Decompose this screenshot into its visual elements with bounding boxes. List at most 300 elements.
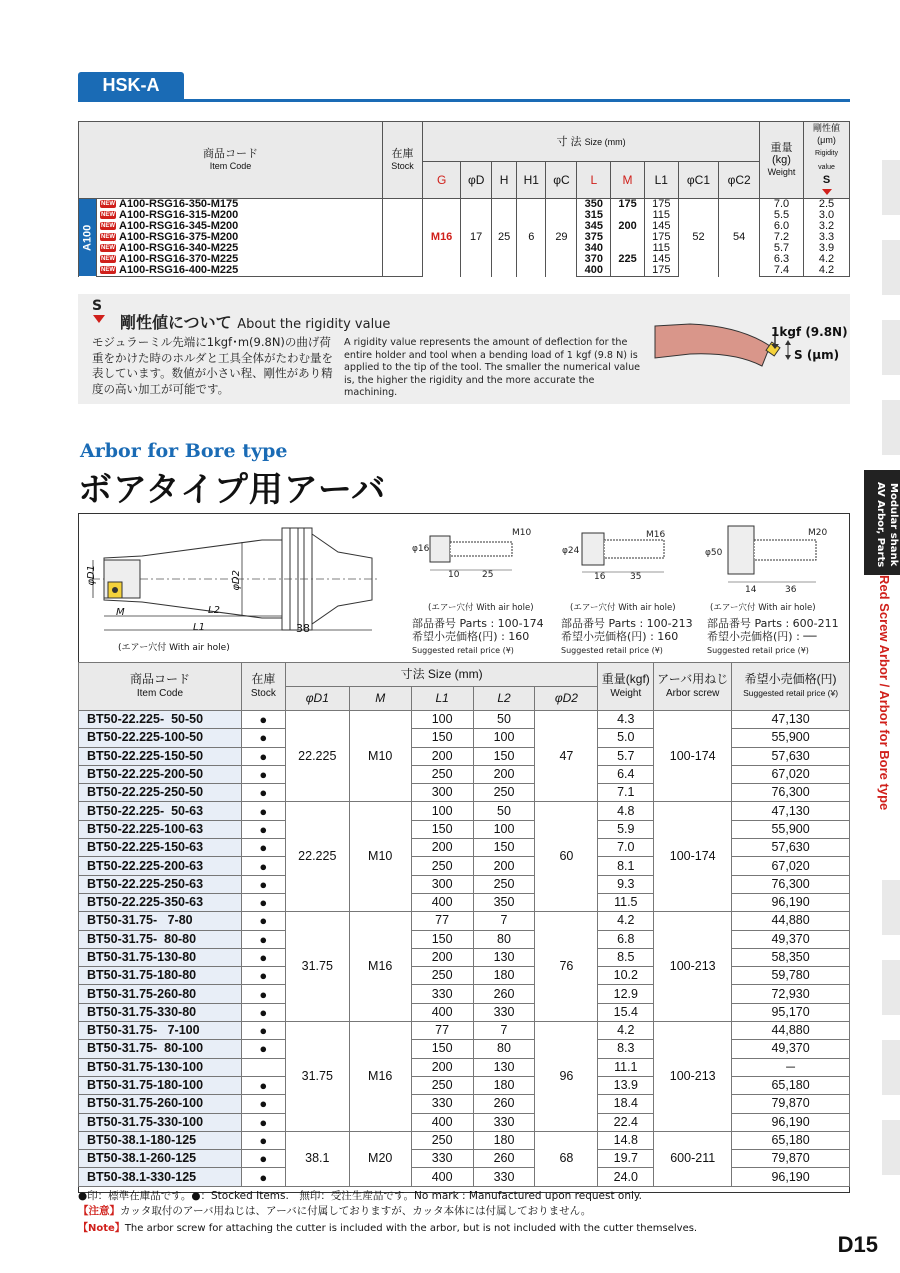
note-text: The arbor screw for attaching the cutter is included with the arbor, but is not included with the cutter themselves. — [124, 1223, 698, 1234]
spec-g: M16 — [423, 199, 461, 277]
stock-note: ●印：標準在庫品です。●：Stocked Items. 無印：受注生産品です。No mark : Manufactured upon request only. — [78, 1190, 642, 1202]
weight: 14.8 — [598, 1131, 654, 1149]
table-row — [79, 1040, 850, 1058]
t1-col-header: φC2 — [719, 162, 760, 199]
t2-h-d2: φD2 — [535, 687, 598, 711]
stock-mark: ● — [241, 784, 285, 802]
t2-h-weight-jp: 重量(kgf) — [601, 672, 650, 686]
table-row — [79, 893, 850, 911]
t1-col-header: H — [492, 162, 517, 199]
spec-l1: 100 — [411, 802, 473, 820]
side-tab-active[interactable]: Modular shank AV Arbor, Parts — [864, 470, 900, 575]
arbor-screw: 100-174 — [654, 802, 732, 912]
rigidity: 4.2 — [804, 265, 850, 277]
weight: 6.4 — [598, 765, 654, 783]
part3-price-en: Suggested retail price (¥) — [707, 646, 809, 655]
item-code: BT50-22.225-100-63 — [79, 820, 242, 838]
new-badge-icon: NEW — [101, 212, 115, 219]
part1-dia: φ16 — [412, 544, 430, 554]
t1-h-stock-jp: 在庫 — [391, 148, 414, 160]
english-note — [78, 1219, 697, 1234]
spec-l1: 400 — [411, 1003, 473, 1021]
item-code: BT50-22.225-150-50 — [79, 747, 242, 765]
table-row — [79, 857, 850, 875]
retail-price: 49,370 — [732, 930, 850, 948]
weight: 7.0 — [598, 839, 654, 857]
side-tab[interactable] — [882, 240, 900, 295]
part2-number: 部品番号 Parts : 100-213 — [561, 617, 693, 630]
t1-col-header: L — [577, 162, 611, 199]
spec-l2: 260 — [473, 985, 535, 1003]
part3-thread: M20 — [808, 528, 828, 538]
retail-price: 59,780 — [732, 967, 850, 985]
spec-l1: 77 — [411, 1022, 473, 1040]
spec-l2: 180 — [473, 1131, 535, 1149]
weight: 15.4 — [598, 1003, 654, 1021]
spec-m: 200 — [611, 221, 645, 232]
weight: 8.1 — [598, 857, 654, 875]
part3-price: 希望小売価格(円) : ── — [707, 630, 817, 643]
series-label: A100 — [79, 199, 97, 277]
spec-d1: 22.225 — [285, 711, 349, 802]
table-row — [79, 912, 850, 930]
item-code: BT50-31.75- 80-100 — [79, 1040, 242, 1058]
t2-h-stock-en: Stock — [250, 688, 276, 699]
spec-l1: 330 — [411, 985, 473, 1003]
part1-len-b: 25 — [482, 570, 494, 580]
t1-col-header: φD — [461, 162, 492, 199]
retail-price: 96,190 — [732, 1113, 850, 1131]
weight: 19.7 — [598, 1150, 654, 1168]
weight: 6.3 — [760, 254, 804, 265]
stock-cell — [383, 243, 423, 254]
part3-len-a: 14 — [745, 585, 757, 595]
spec-d2: 68 — [535, 1131, 598, 1186]
table-row — [79, 784, 850, 802]
item-code: BT50-22.225-350-63 — [79, 893, 242, 911]
t2-h-stock-jp: 在庫 — [251, 672, 276, 686]
spec-m: M20 — [349, 1131, 411, 1186]
air-hole-label: (エアー穴付 With air hole) — [118, 643, 230, 653]
down-arrow-icon — [93, 315, 105, 323]
part2-len-b: 35 — [630, 572, 642, 582]
stock-mark: ● — [241, 875, 285, 893]
stock-mark: ● — [241, 1150, 285, 1168]
spec-l1: 150 — [411, 930, 473, 948]
spec-l1: 250 — [411, 1076, 473, 1094]
item-code: BT50-31.75- 7-100 — [79, 1022, 242, 1040]
spec-c: 29 — [546, 199, 577, 277]
part2-dia: φ24 — [562, 546, 580, 556]
retail-price: 55,900 — [732, 820, 850, 838]
spec-l2: 50 — [473, 711, 535, 729]
spec-d2: 60 — [535, 802, 598, 912]
rigidity: 3.9 — [804, 243, 850, 254]
spec-m — [611, 232, 645, 243]
dim-d1: φD1 — [86, 565, 97, 586]
stock-cell — [383, 265, 423, 277]
t2-h-price-jp: 希望小売価格(円) — [744, 672, 837, 686]
spec-d1: 31.75 — [285, 1022, 349, 1132]
item-code: BT50-31.75-180-80 — [79, 967, 242, 985]
weight: 4.2 — [598, 912, 654, 930]
spec-l1: 250 — [411, 765, 473, 783]
spec-l1: 300 — [411, 875, 473, 893]
t2-header-code — [79, 663, 242, 711]
weight: 18.4 — [598, 1095, 654, 1113]
part1-price: 希望小売価格(円) : 160 — [412, 630, 530, 643]
spec-l2: 180 — [473, 1076, 535, 1094]
stock-cell — [383, 210, 423, 221]
item-code: A100-RSG16-340-M225 — [119, 242, 239, 254]
spec-l1: 300 — [411, 784, 473, 802]
weight: 4.2 — [598, 1022, 654, 1040]
item-code: BT50-31.75- 80-80 — [79, 930, 242, 948]
stock-mark: ● — [241, 765, 285, 783]
t1-col-header: G — [423, 162, 461, 199]
retail-price: 76,300 — [732, 784, 850, 802]
spec-l2: 180 — [473, 967, 535, 985]
weight: 13.9 — [598, 1076, 654, 1094]
arbor-screw: 600-211 — [654, 1131, 732, 1186]
hsk-spec-table — [78, 121, 850, 277]
item-code: BT50-22.225-150-63 — [79, 839, 242, 857]
spec-l1: 145 — [644, 221, 678, 232]
spec-l: 350 — [577, 199, 611, 211]
spec-l1: 77 — [411, 912, 473, 930]
spec-l2: 150 — [473, 839, 535, 857]
item-code: BT50-31.75-260-100 — [79, 1095, 242, 1113]
retail-price: 79,870 — [732, 1095, 850, 1113]
item-code: A100-RSG16-370-M225 — [119, 253, 239, 265]
spec-m: 225 — [611, 254, 645, 265]
stock-mark: ● — [241, 1076, 285, 1094]
spec-l2: 330 — [473, 1168, 535, 1186]
spec-d2: 96 — [535, 1022, 598, 1132]
rigidity: 3.0 — [804, 210, 850, 221]
part1-thread: M10 — [512, 528, 532, 538]
item-code: BT50-22.225- 50-50 — [79, 711, 242, 729]
t1-col-header: M — [611, 162, 645, 199]
t2-h-m: M — [349, 687, 411, 711]
weight: 5.7 — [598, 747, 654, 765]
spec-l2: 100 — [473, 729, 535, 747]
spec-l1: 100 — [411, 711, 473, 729]
stock-cell — [383, 221, 423, 232]
spec-l1: 175 — [644, 232, 678, 243]
t2-header-stock — [241, 663, 285, 711]
side-tab[interactable] — [882, 400, 900, 455]
spec-l1: 115 — [644, 210, 678, 221]
spec-d1: 31.75 — [285, 912, 349, 1022]
spec-m: M10 — [349, 711, 411, 802]
side-tab[interactable] — [882, 160, 900, 215]
stock-mark — [241, 1058, 285, 1076]
retail-price: 65,180 — [732, 1131, 850, 1149]
rigidity-s-label: S — [92, 298, 103, 314]
spec-l2: 100 — [473, 820, 535, 838]
t2-h-screw-en: Arbor screw — [666, 688, 720, 699]
t1-header-rigidity — [804, 122, 850, 199]
part3-info — [707, 617, 839, 657]
t1-header-weight — [760, 122, 804, 199]
stock-mark: ● — [241, 1095, 285, 1113]
part3-dia: φ50 — [705, 548, 723, 558]
deflection-label: S (μm) — [794, 348, 840, 362]
weight: 12.9 — [598, 985, 654, 1003]
part3-len-b: 36 — [785, 585, 797, 595]
spec-c1: 52 — [678, 199, 719, 277]
item-code: BT50-22.225-200-63 — [79, 857, 242, 875]
stock-mark: ● — [241, 1131, 285, 1149]
dim-l1: L1 — [193, 622, 205, 633]
table-row — [79, 1095, 850, 1113]
part2-price-en: Suggested retail price (¥) — [561, 646, 663, 655]
table-row — [79, 875, 850, 893]
part1-info — [412, 617, 544, 657]
spec-d1: 38.1 — [285, 1131, 349, 1186]
stock-mark: ● — [241, 948, 285, 966]
spec-d2: 47 — [535, 711, 598, 802]
part1-price-en: Suggested retail price (¥) — [412, 646, 514, 655]
spec-l2: 130 — [473, 948, 535, 966]
spec-l1: 200 — [411, 747, 473, 765]
table-row — [79, 1076, 850, 1094]
spec-l: 375 — [577, 232, 611, 243]
t1-header-code — [79, 122, 383, 199]
retail-price: 96,190 — [732, 1168, 850, 1186]
spec-l2: 7 — [473, 912, 535, 930]
stock-mark: ● — [241, 857, 285, 875]
t1-h-stock-en: Stock — [391, 161, 414, 171]
side-section-label: Red Screw Arbor / Arbor for Bore type — [877, 575, 892, 811]
t1-header-stock — [383, 122, 423, 199]
stock-cell — [383, 199, 423, 211]
weight: 5.9 — [598, 820, 654, 838]
spec-l1: 145 — [644, 254, 678, 265]
part2-info — [561, 617, 693, 657]
retail-price: 44,880 — [732, 1022, 850, 1040]
retail-price: 96,190 — [732, 893, 850, 911]
t1-h-dims: 寸 法 — [556, 135, 582, 148]
table-row — [79, 820, 850, 838]
spec-l1: 250 — [411, 967, 473, 985]
part2-air: (エアー穴付 With air hole) — [570, 603, 676, 613]
table-row — [79, 1003, 850, 1021]
item-code: BT50-31.75- 7-80 — [79, 912, 242, 930]
spec-l: 340 — [577, 243, 611, 254]
spec-m: M16 — [349, 1022, 411, 1132]
t1-header-dims — [423, 122, 760, 162]
section-tag-hsk: HSK-A — [78, 72, 184, 99]
arbor-title-en: Arbor for Bore type — [80, 440, 288, 462]
item-code-cell — [97, 265, 383, 277]
spec-l2: 7 — [473, 1022, 535, 1040]
retail-price: 67,020 — [732, 765, 850, 783]
stock-mark: ● — [241, 930, 285, 948]
section-rule — [78, 99, 850, 102]
t2-header-dims: 寸法 Size (mm) — [285, 663, 598, 687]
item-code: BT50-38.1-260-125 — [79, 1150, 242, 1168]
stock-mark: ● — [241, 820, 285, 838]
item-code: BT50-22.225-250-63 — [79, 875, 242, 893]
stock-mark: ● — [241, 802, 285, 820]
spec-l1: 175 — [644, 199, 678, 211]
t1-h-weight-en: Weight — [767, 167, 796, 177]
stock-mark: ● — [241, 893, 285, 911]
retail-price: 44,880 — [732, 912, 850, 930]
spec-l: 400 — [577, 265, 611, 277]
weight: 8.5 — [598, 948, 654, 966]
weight: 11.1 — [598, 1058, 654, 1076]
item-code: BT50-22.225- 50-63 — [79, 802, 242, 820]
retail-price: 57,630 — [732, 747, 850, 765]
rigidity-text-en: A rigidity value represents the amount of deflection for the entire holder and tool when a bending load of 1 kgf (9.8 N) is applied to the tip of the tool. The smaller the numerical value is, the higher the rigidity and the more accurate the machining. — [344, 337, 641, 398]
spec-l1: 115 — [644, 243, 678, 254]
stock-mark: ● — [241, 1040, 285, 1058]
new-badge-icon: NEW — [101, 245, 115, 252]
weight: 9.3 — [598, 875, 654, 893]
item-code: BT50-31.75-330-100 — [79, 1113, 242, 1131]
item-code: BT50-22.225-200-50 — [79, 765, 242, 783]
t1-h-dims-en: Size (mm) — [584, 136, 626, 147]
stock-mark: ● — [241, 839, 285, 857]
rigidity-text-jp: モジュラーミル先端に1kgf･m(9.8N)の曲げ荷重をかけた時のホルダと工具全体がたわむ量を表しています。数値が小さい程、剛性があり精度の高い加工が可能です。 — [92, 335, 334, 396]
spec-l: 345 — [577, 221, 611, 232]
part2-price: 希望小売価格(円) : 160 — [561, 630, 679, 643]
t2-header-price — [732, 663, 850, 711]
side-tab[interactable] — [882, 1120, 900, 1175]
weight: 10.2 — [598, 967, 654, 985]
spec-l1: 250 — [411, 1131, 473, 1149]
side-tab[interactable] — [882, 1040, 900, 1095]
weight: 22.4 — [598, 1113, 654, 1131]
spec-l1: 400 — [411, 1168, 473, 1186]
arbor-screw: 100-213 — [654, 1022, 732, 1132]
caution-tag: 【注意】 — [78, 1205, 120, 1217]
t1-col-header: φC1 — [678, 162, 719, 199]
t1-h-rig-s: S — [822, 174, 831, 186]
retail-price: 76,300 — [732, 875, 850, 893]
item-code: A100-RSG16-350-M175 — [119, 198, 239, 210]
spec-m — [611, 265, 645, 277]
table-row — [79, 967, 850, 985]
t1-h-code-en: Item Code — [209, 161, 252, 171]
spec-l2: 80 — [473, 1040, 535, 1058]
item-code: BT50-31.75-260-80 — [79, 985, 242, 1003]
spec-c2: 54 — [719, 199, 760, 277]
new-badge-icon: NEW — [101, 201, 115, 208]
retail-price: 67,020 — [732, 857, 850, 875]
part1-air: (エアー穴付 With air hole) — [428, 603, 534, 613]
side-tab[interactable] — [882, 880, 900, 935]
stock-mark: ● — [241, 1168, 285, 1186]
weight: 11.5 — [598, 893, 654, 911]
arbor-spec-table — [78, 662, 850, 1187]
spec-h: 25 — [492, 199, 517, 277]
table-row — [79, 1058, 850, 1076]
dim-m: M — [116, 607, 125, 618]
rigidity: 2.5 — [804, 199, 850, 211]
table-row — [79, 985, 850, 1003]
weight: 7.4 — [760, 265, 804, 277]
table-row — [79, 1113, 850, 1131]
new-badge-icon: NEW — [101, 267, 115, 274]
table-row — [79, 1022, 850, 1040]
retail-price: 49,370 — [732, 1040, 850, 1058]
spec-d: 17 — [461, 199, 492, 277]
spec-h1: 6 — [517, 199, 546, 277]
table-row — [79, 1131, 850, 1149]
spec-l1: 175 — [644, 265, 678, 277]
spec-l2: 130 — [473, 1058, 535, 1076]
part1-number: 部品番号 Parts : 100-174 — [412, 617, 544, 630]
spec-l1: 330 — [411, 1150, 473, 1168]
item-code: BT50-31.75-130-100 — [79, 1058, 242, 1076]
spec-l2: 150 — [473, 747, 535, 765]
spec-l1: 200 — [411, 948, 473, 966]
spec-l1: 150 — [411, 820, 473, 838]
new-badge-icon: NEW — [101, 256, 115, 263]
rigidity: 4.2 — [804, 254, 850, 265]
rigidity-title-jp: 剛性値について — [120, 313, 232, 332]
t2-h-d1: φD1 — [285, 687, 349, 711]
part3-number: 部品番号 Parts : 600-211 — [707, 617, 839, 630]
side-tab[interactable] — [882, 960, 900, 1015]
weight: 4.8 — [598, 802, 654, 820]
item-code: BT50-31.75-130-80 — [79, 948, 242, 966]
spec-d2: 76 — [535, 912, 598, 1022]
t2-header-weight — [598, 663, 654, 711]
stock-mark: ● — [241, 1022, 285, 1040]
weight: 8.3 — [598, 1040, 654, 1058]
stock-cell — [383, 254, 423, 265]
side-tab[interactable] — [882, 320, 900, 375]
spec-l2: 50 — [473, 802, 535, 820]
weight: 4.3 — [598, 711, 654, 729]
table-row — [79, 765, 850, 783]
stock-mark: ● — [241, 967, 285, 985]
weight: 5.0 — [598, 729, 654, 747]
dim-38: 38 — [296, 622, 310, 635]
spec-d1: 22.225 — [285, 802, 349, 912]
spec-l1: 150 — [411, 729, 473, 747]
spec-l2: 200 — [473, 857, 535, 875]
table-row — [79, 839, 850, 857]
t1-h-rig-jp: 剛性値(μm) — [812, 123, 840, 145]
stock-mark: ● — [241, 711, 285, 729]
stock-mark: ● — [241, 747, 285, 765]
t1-col-header: H1 — [517, 162, 546, 199]
spec-l2: 200 — [473, 765, 535, 783]
parts-drawings — [410, 520, 850, 600]
item-code: A100-RSG16-375-M200 — [119, 231, 239, 243]
item-code: BT50-38.1-330-125 — [79, 1168, 242, 1186]
spec-l: 315 — [577, 210, 611, 221]
retail-price: 72,930 — [732, 985, 850, 1003]
arbor-screw: 100-174 — [654, 711, 732, 802]
t1-h-weight-jp: 重量(kg) — [770, 142, 793, 166]
table-row — [79, 711, 850, 729]
spec-m: M16 — [349, 912, 411, 1022]
retail-price: 79,870 — [732, 1150, 850, 1168]
arbor-screw: 100-213 — [654, 912, 732, 1022]
weight: 7.0 — [760, 199, 804, 211]
t2-h-code-en: Item Code — [136, 688, 184, 699]
stock-mark: ● — [241, 912, 285, 930]
t2-h-l1: L1 — [411, 687, 473, 711]
weight: 5.7 — [760, 243, 804, 254]
